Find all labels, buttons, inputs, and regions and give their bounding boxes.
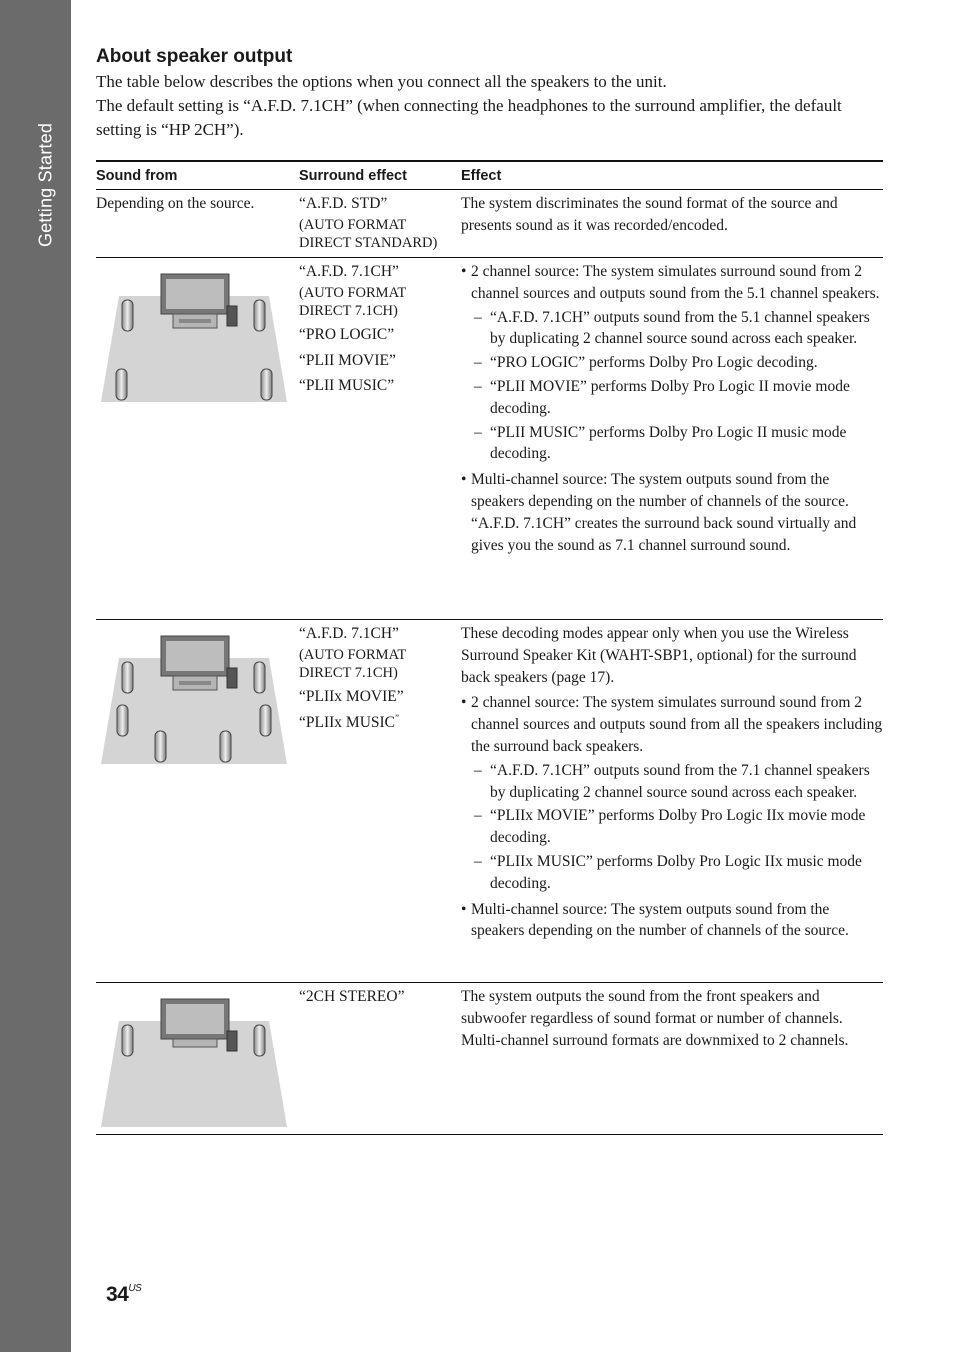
- bullet-item: • 2 channel source: The system simulates surround sound from 2 channel sources and outputs sound from all the speakers including the surround back speakers.: [461, 692, 883, 757]
- effect-cell: The system outputs the sound from the front speakers and subwoofer regardless of sound format or number of channels. Multi-channel surround formats are downmixed to 2 channels.: [461, 988, 849, 1049]
- mode-note: (AUTO FORMAT DIRECT 7.1CH): [299, 284, 407, 319]
- subwoofer-icon: [227, 668, 237, 688]
- effect-cell: [461, 620, 883, 982]
- surround-back-right-speaker-icon: [220, 731, 231, 762]
- mode-note: (AUTO FORMAT DIRECT 7.1CH): [299, 646, 407, 681]
- surround-effect-cell: [299, 258, 461, 619]
- front-left-speaker-icon: [122, 300, 133, 331]
- page-number-value: 34: [106, 1283, 129, 1306]
- tv-screen: [166, 641, 224, 671]
- sound-from-cell: [96, 620, 299, 982]
- header-effect: Effect: [461, 167, 502, 184]
- table-row: [96, 620, 883, 983]
- dash-item: – “A.F.D. 7.1CH” outputs sound from the 7.1 channel speakers by duplicating 2 channel source sound across each speaker.: [461, 760, 883, 804]
- intro-paragraph-2: The default setting is “A.F.D. 7.1CH” (when connecting the headphones to the surround amplifier, the default setting is “HP 2CH”).: [96, 96, 842, 139]
- section-title: About speaker output: [96, 46, 293, 67]
- table-row: [96, 258, 883, 620]
- dash-item: – “PLIIx MUSIC” performs Dolby Pro Logic IIx music mode decoding.: [461, 851, 883, 895]
- surround-effect-cell: [299, 620, 461, 982]
- effect-cell: [461, 258, 883, 619]
- mode-name: “PLII MOVIE”: [299, 351, 396, 369]
- dash-item: – “PLII MUSIC” performs Dolby Pro Logic II music mode decoding.: [461, 422, 883, 466]
- subwoofer-icon: [227, 1031, 237, 1051]
- front-right-speaker-icon: [254, 1025, 265, 1056]
- surround-effect-cell: “2CH STEREO”: [299, 988, 405, 1005]
- front-right-speaker-icon: [254, 300, 265, 331]
- dash-item: – “PLII MOVIE” performs Dolby Pro Logic II movie mode decoding.: [461, 376, 883, 420]
- mode-note: (AUTO FORMAT DIRECT STANDARD): [299, 216, 438, 251]
- bullet-item: • 2 channel source: The system simulates surround sound from 2 channel sources and outputs sound from the 5.1 channel speakers.: [461, 261, 883, 305]
- surround-right-speaker-icon: [261, 369, 272, 400]
- tv-screen: [166, 1004, 224, 1034]
- mode-name: “A.F.D. STD”: [299, 195, 388, 212]
- front-left-speaker-icon: [122, 662, 133, 693]
- speaker-layout-2ch-diagram: [101, 995, 287, 1127]
- effect-intro: These decoding modes appear only when you use the Wireless Surround Speaker Kit (WAHT-SBP1, optional) for the surround back speakers (page 17).: [461, 625, 857, 686]
- bullet-item: • Multi-channel source: The system outputs sound from the speakers depending on the number of channels of the source.: [461, 899, 883, 943]
- surround-left-speaker-icon: [116, 369, 127, 400]
- intro-paragraph-1: The table below describes the options when you connect all the speakers to the unit.: [96, 72, 667, 91]
- page-number-suffix: US: [128, 1283, 142, 1294]
- front-right-speaker-icon: [254, 662, 265, 693]
- sound-from-cell: [96, 983, 299, 1134]
- header-sound-from: Sound from: [96, 167, 178, 184]
- effect-cell: The system discriminates the sound format of the source and presents sound as it was recorded/encoded.: [461, 195, 838, 234]
- sound-from-cell: [96, 258, 299, 619]
- page-number: [106, 1283, 141, 1307]
- side-tab: [0, 0, 71, 1352]
- mode-name: “PLIIx MOVIE”: [299, 687, 404, 705]
- header-surround-effect: Surround effect: [299, 167, 407, 184]
- front-left-speaker-icon: [122, 1025, 133, 1056]
- tv-screen: [166, 279, 224, 309]
- tv-stand: [173, 1039, 217, 1047]
- section-intro: [96, 44, 883, 142]
- center-speaker-icon: [179, 681, 211, 685]
- table-header: [96, 160, 883, 190]
- bullet-item: • Multi-channel source: The system outputs sound from the speakers depending on the number of channels of the source. “A.F.D. 7.1CH” creates the surround back sound virtually and gives you the sound as 7.1 channel surround sound.: [461, 469, 883, 556]
- mode-name-text: “PLIIx MUSIC: [299, 713, 396, 731]
- dash-item: – “A.F.D. 7.1CH” outputs sound from the 5.1 channel speakers by duplicating 2 channel source sound across each speaker.: [461, 307, 883, 351]
- subwoofer-icon: [227, 306, 237, 326]
- speaker-layout-7-1-diagram: [101, 632, 287, 764]
- intro-text: [96, 70, 883, 142]
- center-speaker-icon: [179, 319, 211, 323]
- surround-back-left-speaker-icon: [155, 731, 166, 762]
- table-row: [96, 190, 883, 258]
- speaker-output-table: [96, 160, 883, 1135]
- surround-left-speaker-icon: [117, 705, 128, 736]
- mode-name: [299, 708, 461, 734]
- dash-item: – “PLIIx MOVIE” performs Dolby Pro Logic IIx movie mode decoding.: [461, 805, 883, 849]
- surround-right-speaker-icon: [260, 705, 271, 736]
- mode-name: “PLII MUSIC”: [299, 377, 395, 395]
- closing-quote: ”: [395, 712, 400, 723]
- mode-name: “PRO LOGIC”: [299, 325, 395, 343]
- table-row: [96, 983, 883, 1135]
- dash-item: – “PRO LOGIC” performs Dolby Pro Logic decoding.: [461, 352, 883, 374]
- mode-name: “A.F.D. 7.1CH”: [299, 263, 399, 280]
- sound-from-cell: Depending on the source.: [96, 195, 255, 212]
- speaker-layout-5-1-diagram: [101, 270, 287, 402]
- surround-effect-cell: [299, 190, 461, 257]
- mode-name: “A.F.D. 7.1CH”: [299, 625, 399, 642]
- side-tab-label: Getting Started: [35, 122, 56, 248]
